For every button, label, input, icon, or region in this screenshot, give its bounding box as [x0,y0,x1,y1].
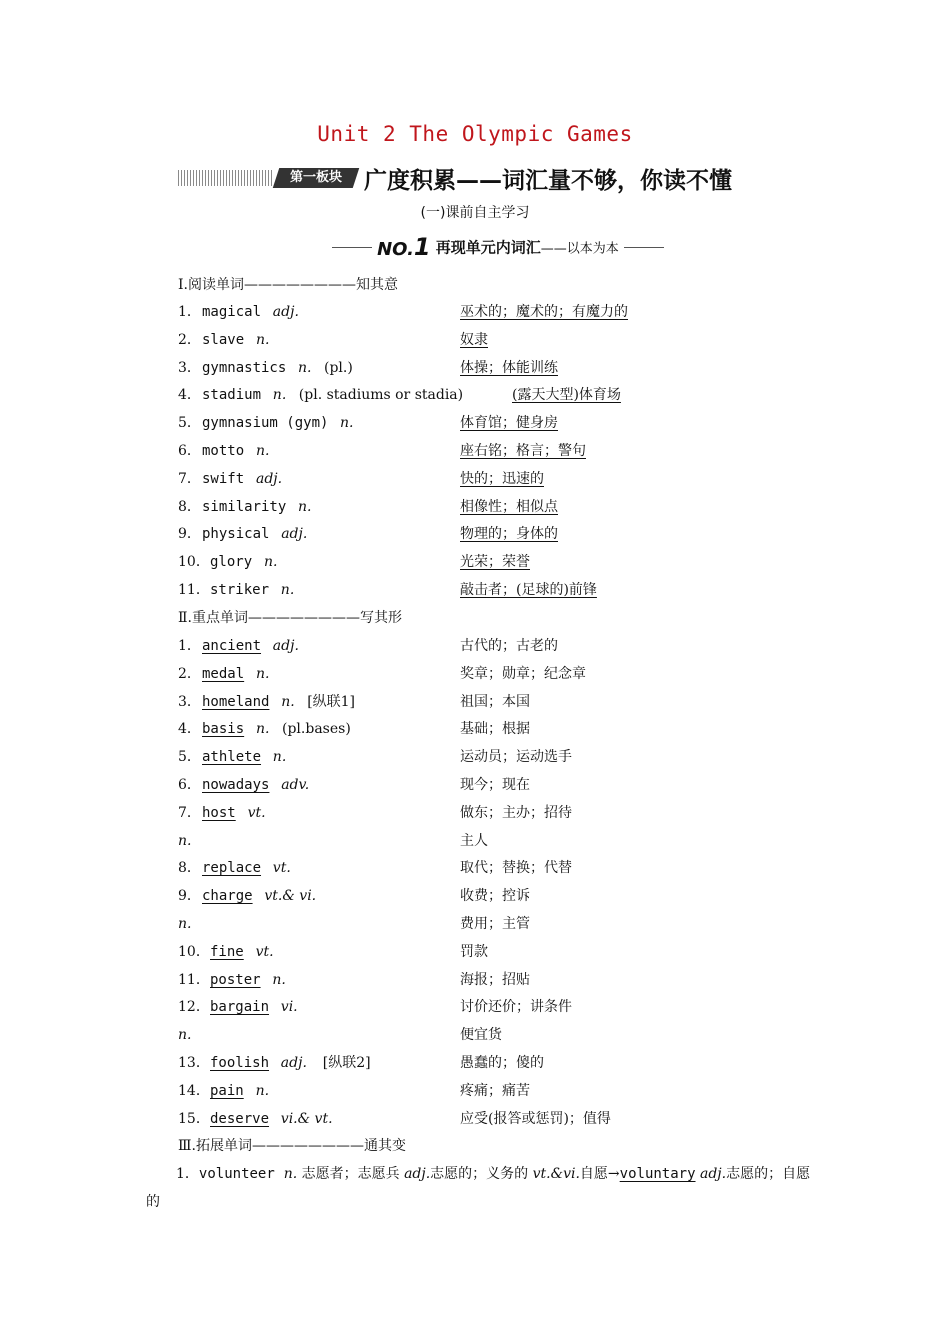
item-pos: vi. [280,999,298,1016]
section3-item-1 [146,1160,816,1216]
item-number: 15． [178,1110,210,1127]
vocab-row [0,717,950,741]
item-pos: n. [256,721,270,738]
vocab-row [0,328,950,352]
item-pos: vi.& vt. [280,1110,333,1127]
item-word: volunteer [198,1166,275,1182]
pos-3: vt.&vi. [532,1166,580,1182]
item-extra: (pl.bases) [282,721,351,738]
item-pos: n. [256,665,270,682]
item-number: 11． [178,582,210,598]
vocab-row [0,383,950,407]
item-number: 12． [178,999,210,1016]
item-pos: adj. [256,470,283,487]
item-pos: n. [298,359,312,376]
item-number: 10． [178,554,210,571]
no-number: 1 [413,233,431,261]
vocab-row [0,1107,950,1131]
item-pos: adj. [272,638,299,654]
item-meaning: 奖章；勋章；纪念章 [460,665,586,682]
vocab-row [0,467,950,491]
item-number: 7． [178,804,201,821]
item-meaning: 讨价还价；讲条件 [460,999,572,1016]
item-word: deserve [210,1110,270,1127]
item-pos: n. [255,1082,270,1099]
item-meaning: 座右铭；格言；警句 [460,443,586,459]
item-meaning: 相像性；相似点 [460,498,558,515]
item-number: 3． [178,359,201,376]
item-word: fine [210,943,244,960]
item-number: 4． [178,387,201,404]
item-word: medal [202,665,245,682]
item-pos: adj. [280,1055,307,1071]
vocab-row [0,801,950,825]
item-word: striker [210,582,270,598]
vocab-row [0,745,950,769]
vocab-row [0,940,950,964]
item-pos: n. [264,554,278,571]
no-section-tail: ——以本为本 [540,241,619,257]
item-pos: n. [178,1027,192,1044]
item-number: 5． [178,415,201,432]
vocab-row [0,356,950,380]
item-meaning: 快的；迅速的 [460,470,544,487]
section-banner [178,162,758,192]
item-number: 6． [178,777,201,793]
item-word: swift [202,470,245,487]
vocab-row [0,495,950,519]
item-number: 1． [178,304,201,320]
pos-4: adj. [699,1166,727,1182]
vocab-row [0,439,950,463]
vocab-row [0,856,950,880]
heading-rule-left [332,247,372,248]
vocab-row [0,522,950,546]
subheading: (一)课前自主学习 [420,205,530,221]
item-number: 1． [176,1166,199,1182]
item-word: foolish [210,1055,270,1071]
banner-tag-text: 第一板块 [289,170,342,185]
item-pos: adv. [281,777,310,793]
item-word: ancient [202,638,262,654]
item-word: pain [210,1082,244,1099]
item-meaning: 愚蠢的；傻的 [460,1055,544,1071]
section3-heading: Ⅲ.拓展单词————————通其变 [178,1138,406,1154]
vocab-row [0,634,950,658]
no-prefix: NO. [377,239,414,260]
item-pos: n. [178,832,192,849]
item-number: 7． [178,470,201,487]
item-number: 1． [178,638,201,654]
item-meaning: 祖国；本国 [460,693,530,710]
item-word: poster [210,971,261,988]
item-number: 3． [178,693,201,710]
vocab-row [0,662,950,686]
item-number: 9． [178,526,201,543]
vocab-row [0,690,950,714]
item-extra: (pl. stadiums or stadia) [298,387,464,404]
item-word: charge [202,888,253,905]
item-number: 14． [178,1082,210,1099]
heading-rule-right [624,247,664,248]
meaning-2: 志愿的；义务的 [430,1166,529,1182]
item-number: 13． [178,1055,210,1071]
item-word: basis [202,721,245,738]
item-meaning: 应受(报答或惩罚)；值得 [460,1110,611,1127]
item-meaning: 现今；现在 [460,777,530,793]
item-pos: n. [256,443,270,459]
item-meaning: 古代的；古老的 [460,638,558,654]
item-meaning: 疼痛；痛苦 [460,1082,530,1099]
banner-title: 广度积累——词汇量不够，你读不懂 [364,168,732,194]
vocab-row [0,1079,950,1103]
vocab-row [0,912,950,936]
item-meaning: 便宜货 [460,1027,502,1044]
item-pos: adj. [272,304,299,320]
vocab-row [0,411,950,435]
page-title: Unit 2 The Olympic Games [317,122,633,146]
item-word: nowadays [202,777,270,793]
item-pos: vt. [255,943,274,960]
meaning-4: 志愿的；自愿的 [146,1166,811,1210]
item-word: stadium [202,387,262,404]
item-meaning: 奴隶 [460,331,488,348]
vocab-row [0,829,950,853]
section1-heading: Ⅰ.阅读单词————————知其意 [178,277,398,293]
item-number: 8． [178,860,201,877]
pos-1: n. [283,1166,298,1182]
item-number: 5． [178,749,201,766]
vocab-row [0,968,950,992]
vocab-row [0,773,950,797]
item-pos: n. [272,387,287,404]
item-word: glory [210,554,253,571]
pos-2: adj. [404,1166,431,1182]
item-word: host [202,804,236,821]
item-number: 2． [178,331,201,348]
item-pos: n. [280,582,295,598]
item-number: 11． [178,971,210,988]
item-meaning: 敲击者；(足球的)前锋 [460,582,597,598]
item-word: bargain [210,999,270,1016]
item-word: athlete [202,749,262,766]
item-meaning: 收费；控诉 [460,888,530,905]
item-pos: n. [272,749,287,766]
item-pos: n. [272,971,286,988]
item-word: slave [202,331,245,348]
item-pos: n. [256,331,270,348]
vocab-row [0,995,950,1019]
item-pos: n. [340,415,354,432]
item-number: 2． [178,665,201,682]
item-number: 4． [178,721,201,738]
item-meaning: 体育馆；健身房 [460,415,558,432]
item-extra: [纵联1] [307,693,356,710]
no-section-title: 再现单元内词汇 [435,238,541,257]
item-word: motto [202,443,245,459]
item-meaning: 巫术的；魔术的；有魔力的 [460,304,628,320]
item-word: gymnasium (gym) [202,415,329,432]
item-pos: vt. [272,860,291,877]
item-pos: vt.& vi. [264,888,317,905]
item-number: 6． [178,443,201,459]
item-word: homeland [202,693,270,710]
item-pos: vt. [247,804,266,821]
item-meaning: 取代；替换；代替 [460,860,572,877]
item-word: replace [202,860,262,877]
answer-voluntary: voluntary [619,1166,696,1182]
item-pos: n. [178,916,192,932]
item-number: 9． [178,888,201,905]
item-word: physical [202,526,270,543]
vocab-row [0,1051,950,1075]
item-meaning: 主人 [460,832,488,849]
vocab-row [0,578,950,602]
no-label [377,233,431,261]
item-meaning: 罚款 [460,943,488,960]
item-meaning: 做东；主办；招待 [460,804,572,821]
item-meaning: 基础；根据 [460,721,530,738]
banner-tag [273,168,359,188]
no-section-heading [332,233,680,261]
vocab-row [0,550,950,574]
item-word: magical [202,304,262,320]
vocab-row [0,1023,950,1047]
vocab-row [0,300,950,324]
item-meaning: 费用；主管 [460,916,530,932]
item-pos: n. [281,693,295,710]
item-meaning: 运动员；运动选手 [460,749,572,766]
item-word: gymnastics [202,359,287,376]
item-meaning: 体操；体能训练 [460,359,558,376]
item-pos: adj. [281,526,308,543]
item-word: similarity [202,498,287,515]
item-extra: [纵联2] [322,1055,371,1071]
meaning-1: 志愿者；志愿兵 [301,1166,400,1182]
banner-stripes [178,170,273,186]
item-meaning: 海报；招贴 [460,971,530,988]
section2-heading: Ⅱ.重点单词————————写其形 [178,610,402,626]
item-meaning: 物理的；身体的 [460,526,558,543]
item-pos: n. [298,498,312,515]
vocab-row [0,884,950,908]
item-meaning: (露天大型)体育场 [512,387,621,404]
item-meaning: 光荣；荣誉 [460,554,530,571]
meaning-3: 自愿→ [579,1166,620,1182]
item-number: 10． [178,943,210,960]
item-extra: (pl.) [324,359,353,376]
item-number: 8． [178,498,201,515]
